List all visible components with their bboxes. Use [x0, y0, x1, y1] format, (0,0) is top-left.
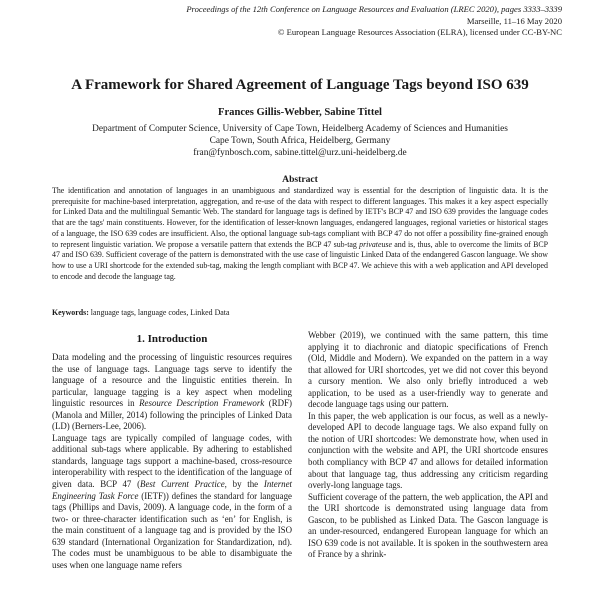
section-heading-introduction: 1. Introduction — [136, 333, 208, 345]
intro-p2-emphasis-1: Best Current Practice — [140, 479, 225, 490]
intro-paragraph-2 — [52, 433, 292, 572]
affiliation-institutions: Department of Computer Science, University of Cape Town, Heidelberg Academy of Sciences and Humanities — [92, 124, 508, 134]
right-column — [308, 330, 548, 561]
author-list: Frances Gillis-Webber, Sabine Tittel — [217, 107, 383, 118]
intro-p1-emphasis: Resource Description Framework — [139, 398, 265, 409]
affiliation-locations: Cape Town, South Africa, Heidelberg, Germany — [209, 136, 391, 146]
author-emails: fran@fynbosch.com, sabine.tittel@urz.uni-heidelberg.de — [193, 148, 407, 158]
intro-p1-text-b: (RDF) (Manola and Miller, 2014) following the principles of Linked Data (LD) (Berners-Lee, 2006). — [52, 398, 292, 432]
proceedings-line: Proceedings of the 12th Conference on Language Resources and Evaluation (LREC 2020), pages 3333–3339 — [186, 4, 562, 14]
affiliation-block — [30, 123, 570, 159]
intro-p2-emphasis-2: Internet Engineering Task Force — [52, 479, 292, 501]
abstract-emphasis: privateuse — [359, 239, 393, 249]
abstract-text-part1: The identification and annotation of languages in an unambiguous and standardized way is essential for the description of linguistic data. It is the prerequisite for machine-based interpretation, aggregation, and re-use of the data with respect to different languages. This makes it a key aspect especially for Linked Data and the multilingual Semantic Web. The standard for language tags is defined by IETF's BCP 47 and ISO 639 provides the language codes that are the tags' main constituents. However, for the identification of lesser-known languages, endangered languages, regional varieties or historical stages of a language, the ISO 639 codes are insufficient. Also, the optional language sub-tags compliant with BCP 47 do not offer a possibility fine-grained enough to represent linguistic variation. We propose a versatile pattern that extends the BCP 47 sub-tag — [52, 186, 548, 249]
right-paragraph-1: Webber (2019), we continued with the same pattern, this time applying it to diachronic and diatopic specifications of French (Old, Middle and Modern). We expanded on the pattern in a way that allowed for URI shortcodes, yet we did not cover this beyond a cursory mention. We also only briefly introduced a web application, to be used as a user-friendly way to generate and decode language tags using our pattern. — [308, 330, 548, 410]
intro-p2-text-b: , by the — [224, 479, 264, 490]
intro-p2-text-a: Language tags are typically compiled of language codes, with additional sub-tags where applicable. By adhering to established standards, language tags support a machine-based, cross-resource interoperability with respect to the identification of the language of given data. BCP 47 ( — [52, 432, 292, 490]
abstract-text — [52, 186, 548, 282]
paper-title: A Framework for Shared Agreement of Language Tags beyond ISO 639 — [71, 77, 529, 93]
abstract-text-part2: and is, thus, able to overcome the limits of BCP 47 and ISO 639. Sufficient coverage of the pattern is demonstrated with the use case of linguistic Linked Data of the endangered Gascon language. We show how to use a URI shortcode for the extended sub-tag, making the length compliant with BCP 47. We achieve this with a web application and API developed to encode and decode the language tag. — [52, 239, 548, 281]
abstract-heading: Abstract — [282, 174, 318, 185]
keywords-list: language tags, language codes, Linked Data — [88, 308, 230, 317]
intro-p2-text-c: (IETF)) defines the standard for language tags (Phillips and Davis, 2009). A language code, in the form of a two- or three-character identification such as ‘en’ for English, is the main constituent of a language tag and is provided by the ISO 639 standard (International Organization for Standardization, nd). The codes must be unambiguous to be able to disambiguate the uses when one language name refers — [52, 490, 292, 570]
right-paragraph-3: Sufficient coverage of the pattern, the web application, the API and the URI shortcode is demonstrated using language data from Gascon, to be published as Linked Data. The Gascon language is an under-resourced, endangered European language for which an ISO 639 code is not available. It is spoken in the southwestern area of France by a shrink- — [308, 491, 548, 560]
intro-paragraph-1 — [52, 352, 292, 433]
left-column — [52, 352, 292, 571]
venue-line: Marseille, 11–16 May 2020 — [466, 15, 562, 26]
running-head — [186, 4, 562, 39]
keywords-label: Keywords: — [52, 308, 89, 317]
license-line: © European Language Resources Association (ELRA), licensed under CC-BY-NC — [277, 27, 562, 37]
keywords — [52, 308, 548, 319]
intro-p1-text-a: Data modeling and the processing of linguistic resources requires the use of language tags. Language tags serve to identify the language of a resource and the linguistic entities therein. In particular, language tagging is a key aspect when modeling linguistic resources in — [52, 352, 292, 409]
right-paragraph-2: In this paper, the web application is our focus, as well as a newly-developed API to decode language tags. We also expand fully on the notion of URI shortcodes: We demonstrate how, when used in conjunction with the website and API, the URI shortcode ensures both compliancy with BCP 47 and allows for detailed information about that language tag, thus addressing any criticism regarding overly-long language tags. — [308, 410, 548, 491]
